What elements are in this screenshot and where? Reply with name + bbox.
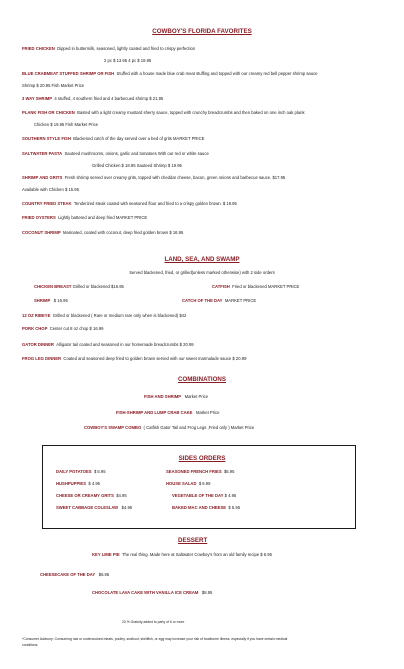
side-item: BAKED MAC AND CHEESE $ 5.95 — [172, 505, 241, 510]
side-item: CHEESE OR CREAMY GRITS $4.95 — [56, 493, 127, 498]
menu-item: CATCH OF THE DAY MARKET PRICE — [182, 298, 257, 303]
consumer-advisory-cont: conditions. — [22, 643, 39, 647]
side-item: VEGETABLE OF THE DAY $ 4.95 — [172, 493, 237, 498]
menu-item: CHICKEN BREAST Grilled or blackened $16.95 — [34, 284, 124, 289]
side-item: SWEET CABBAGE COLESLAW $4.95 — [56, 505, 133, 510]
menu-item: COUNTRY FRIED STEAK Tenderized steak coated with seasoned flour and fried to a crispy golden brown. $ 19.95 — [22, 201, 237, 206]
menu-item-price: Chicken $ 19.95 Fish Market Price — [34, 122, 99, 127]
menu-item-price: Shrimp $ 20.95 Fish Market Price — [22, 83, 85, 88]
menu-item: SHRIMP $ 16.95 — [34, 298, 68, 303]
menu-item-price: 2 pc $ 13.95 4 pc $ 18.95 — [104, 58, 152, 63]
side-item: HOUSE SALAD $ 6.99 — [166, 481, 211, 486]
side-item: DAILY POTATOES $ 5.95 — [56, 469, 106, 474]
sides-heading: SIDES ORDERS — [178, 455, 226, 462]
menu-item: GATOR DINNER Alligator tail coated and seasoned in our homemade breadcrumbs $ 20.99 — [22, 342, 194, 347]
menu-item: CHOCOLATE LAVA CAKE WITH VANILLA ICE CREAM $8.95 — [92, 590, 213, 595]
combinations-heading: COMBINATIONS — [177, 376, 226, 383]
menu-item: SHRIMP AND GRITS Fresh shrimp served over creamy grits, topped with cheddar cheese, bacon, green onions and barbecue sauce. $17.95 — [22, 175, 286, 180]
dessert-heading: DESSERT — [178, 537, 208, 544]
menu-item: CATFISH Fried or blackened MARKET PRICE — [212, 284, 300, 289]
menu-item: SOUTHERN STYLE FISH Blackened catch of the day served over a bed of grits MARKET PRICE — [22, 136, 205, 141]
menu-item: SALTWATER PASTA Sauteed mushrooms, onions, garlic and tomatoes With our red or white sauce — [22, 151, 209, 156]
menu-item-price: Grilled Chicken $ 18.95 Sauteed Shrimp $ 19.95 — [92, 163, 182, 168]
side-item: HUSHPUPPIES $ 4.95 — [56, 481, 101, 486]
menu-item: 12 OZ RIBEYE Grilled or blackened ( Rare or medium rare only when is blackened) $42 — [22, 313, 187, 318]
menu-item-price: Available with Chicken $ 15.95 — [22, 187, 79, 192]
land-heading: LAND, SEA, AND SWAMP — [164, 256, 240, 263]
menu-item: 3 WAY SHRIMP 4 stuffed, 4 southern fried and 4 barbecued shrimp $ 21.95 — [22, 96, 164, 101]
menu-item: COWBOY'S SWAMP COMBO ( Catfish Gator Tail and Frog Legs ,Fried only ) Market Price — [84, 425, 255, 430]
favorites-heading: COWBOY'S FLORIDA FAVORITES — [152, 28, 252, 35]
side-item: SEASONED FRENCH FRIES $5.95 — [166, 469, 235, 474]
menu-item: CHEESECAKE OF THE DAY $6.95 — [40, 572, 110, 577]
menu-item: FRIED CHICKEN Dipped in buttermilk, seasoned, lightly coated and fried to crispy perfection — [22, 46, 196, 51]
menu-item: KEY LIME PIE The real thing. Made here at Saltwater Cowboy's from an old family recipe $ 6.95 — [92, 552, 272, 557]
land-intro: Served blackened, fried, or grilled(unless marked otherwise) with 2 side orders — [129, 270, 275, 275]
menu-item: FRIED OYSTERS Lightly battered and deep fried MARKET PRICE — [22, 215, 148, 220]
menu-item: FISH-SHRIMP AND LUMP CRAB CAKE Market Price — [116, 410, 220, 415]
menu-item: FISH AND SHRIMP Market Price — [144, 394, 209, 399]
menu-item: FROG LEG DINNER Coated and seasoned deep fried to golden brown served with our sweet marmalade sauce $ 20.99 — [22, 356, 247, 361]
menu-item: PORK CHOP Center cut 8 oz chop $ 16.99 — [22, 326, 104, 331]
gratuity-note: 20 % Gratuity added to party of 6 or more — [122, 620, 185, 624]
menu-item: BLUE CRABMEAT STUFFED SHRIMP OR FISH Stuffed with a house made blue crab meat stuffing and topped with our creamy red bell pepper shrimp sauce — [22, 71, 318, 76]
menu-item: PLANK FISH OR CHICKEN Basted with a light creamy mustard sherry sauce, topped with crunchy breadcrumbs and then baked on one inch oak plank — [22, 110, 305, 115]
consumer-advisory: *Consumer Advisory: Consuming raw or undercooked meats, poultry, seafood, shellfish, or egg may increase your risk of foodborne illness, especially if you have certain medical — [22, 637, 288, 641]
menu-item: COCONUT SHRIMP Marinated, coated with coconut, deep fried golden brown $ 16.95 — [22, 230, 184, 235]
